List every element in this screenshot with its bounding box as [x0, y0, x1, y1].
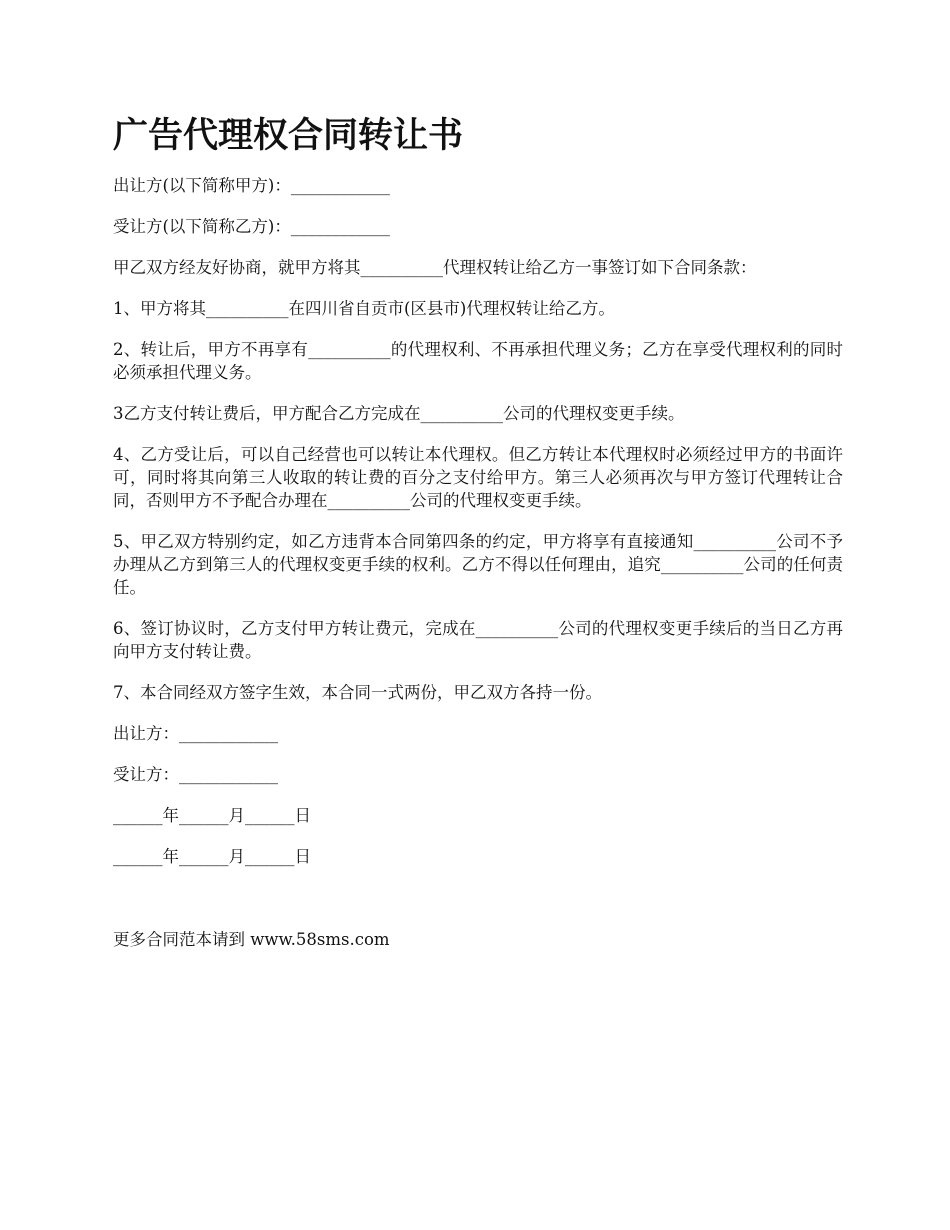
clause-1: 1、甲方将其__________在四川省自贡市(区县市)代理权转让给乙方。 — [113, 299, 615, 318]
signature-date-2: ______年______月______日 — [113, 847, 311, 866]
contract-page — [113, 110, 843, 968]
clause-3: 3乙方支付转让费后，甲方配合乙方完成在__________公司的代理权变更手续。 — [113, 404, 685, 423]
party-transferee: 受让方(以下简称乙方)：____________ — [113, 217, 390, 236]
clause-6: 6、签订协议时，乙方支付甲方转让费元，完成在__________公司的代理权变更手续后的当日乙方再向甲方支付转让费。 — [113, 619, 843, 661]
clause-7: 7、本合同经双方签字生效，本合同一式两份，甲乙双方各持一份。 — [113, 683, 602, 702]
intro-paragraph: 甲乙双方经友好协商，就甲方将其__________代理权转让给乙方一事签订如下合同条款： — [113, 258, 757, 277]
party-transferor: 出让方(以下简称甲方)：____________ — [113, 176, 390, 195]
clause-4: 4、乙方受让后，可以自己经营也可以转让本代理权。但乙方转让本代理权时必须经过甲方的书面许可，同时将其向第三人收取的转让费的百分之支付给甲方。第三人必须再次与甲方签订代理转让合同，否则甲方不予配合办理在__________公司的代理权变更手续。 — [113, 445, 843, 510]
footer-note: 更多合同范本请到 www.58sms.com — [113, 930, 390, 949]
signature-transferee: 受让方：____________ — [113, 765, 278, 784]
clause-5: 5、甲乙双方特别约定，如乙方违背本合同第四条的约定，甲方将享有直接通知__________公司不予办理从乙方到第三人的代理权变更手续的权利。乙方不得以任何理由，追究__________公司的任何责任。 — [113, 532, 843, 597]
signature-date-1: ______年______月______日 — [113, 806, 311, 825]
document-title: 广告代理权合同转让书 — [113, 116, 464, 156]
clause-2: 2、转让后，甲方不再享有__________的代理权利、不再承担代理义务；乙方在享受代理权利的同时必须承担代理义务。 — [113, 340, 843, 382]
signature-transferor: 出让方：____________ — [113, 724, 278, 743]
